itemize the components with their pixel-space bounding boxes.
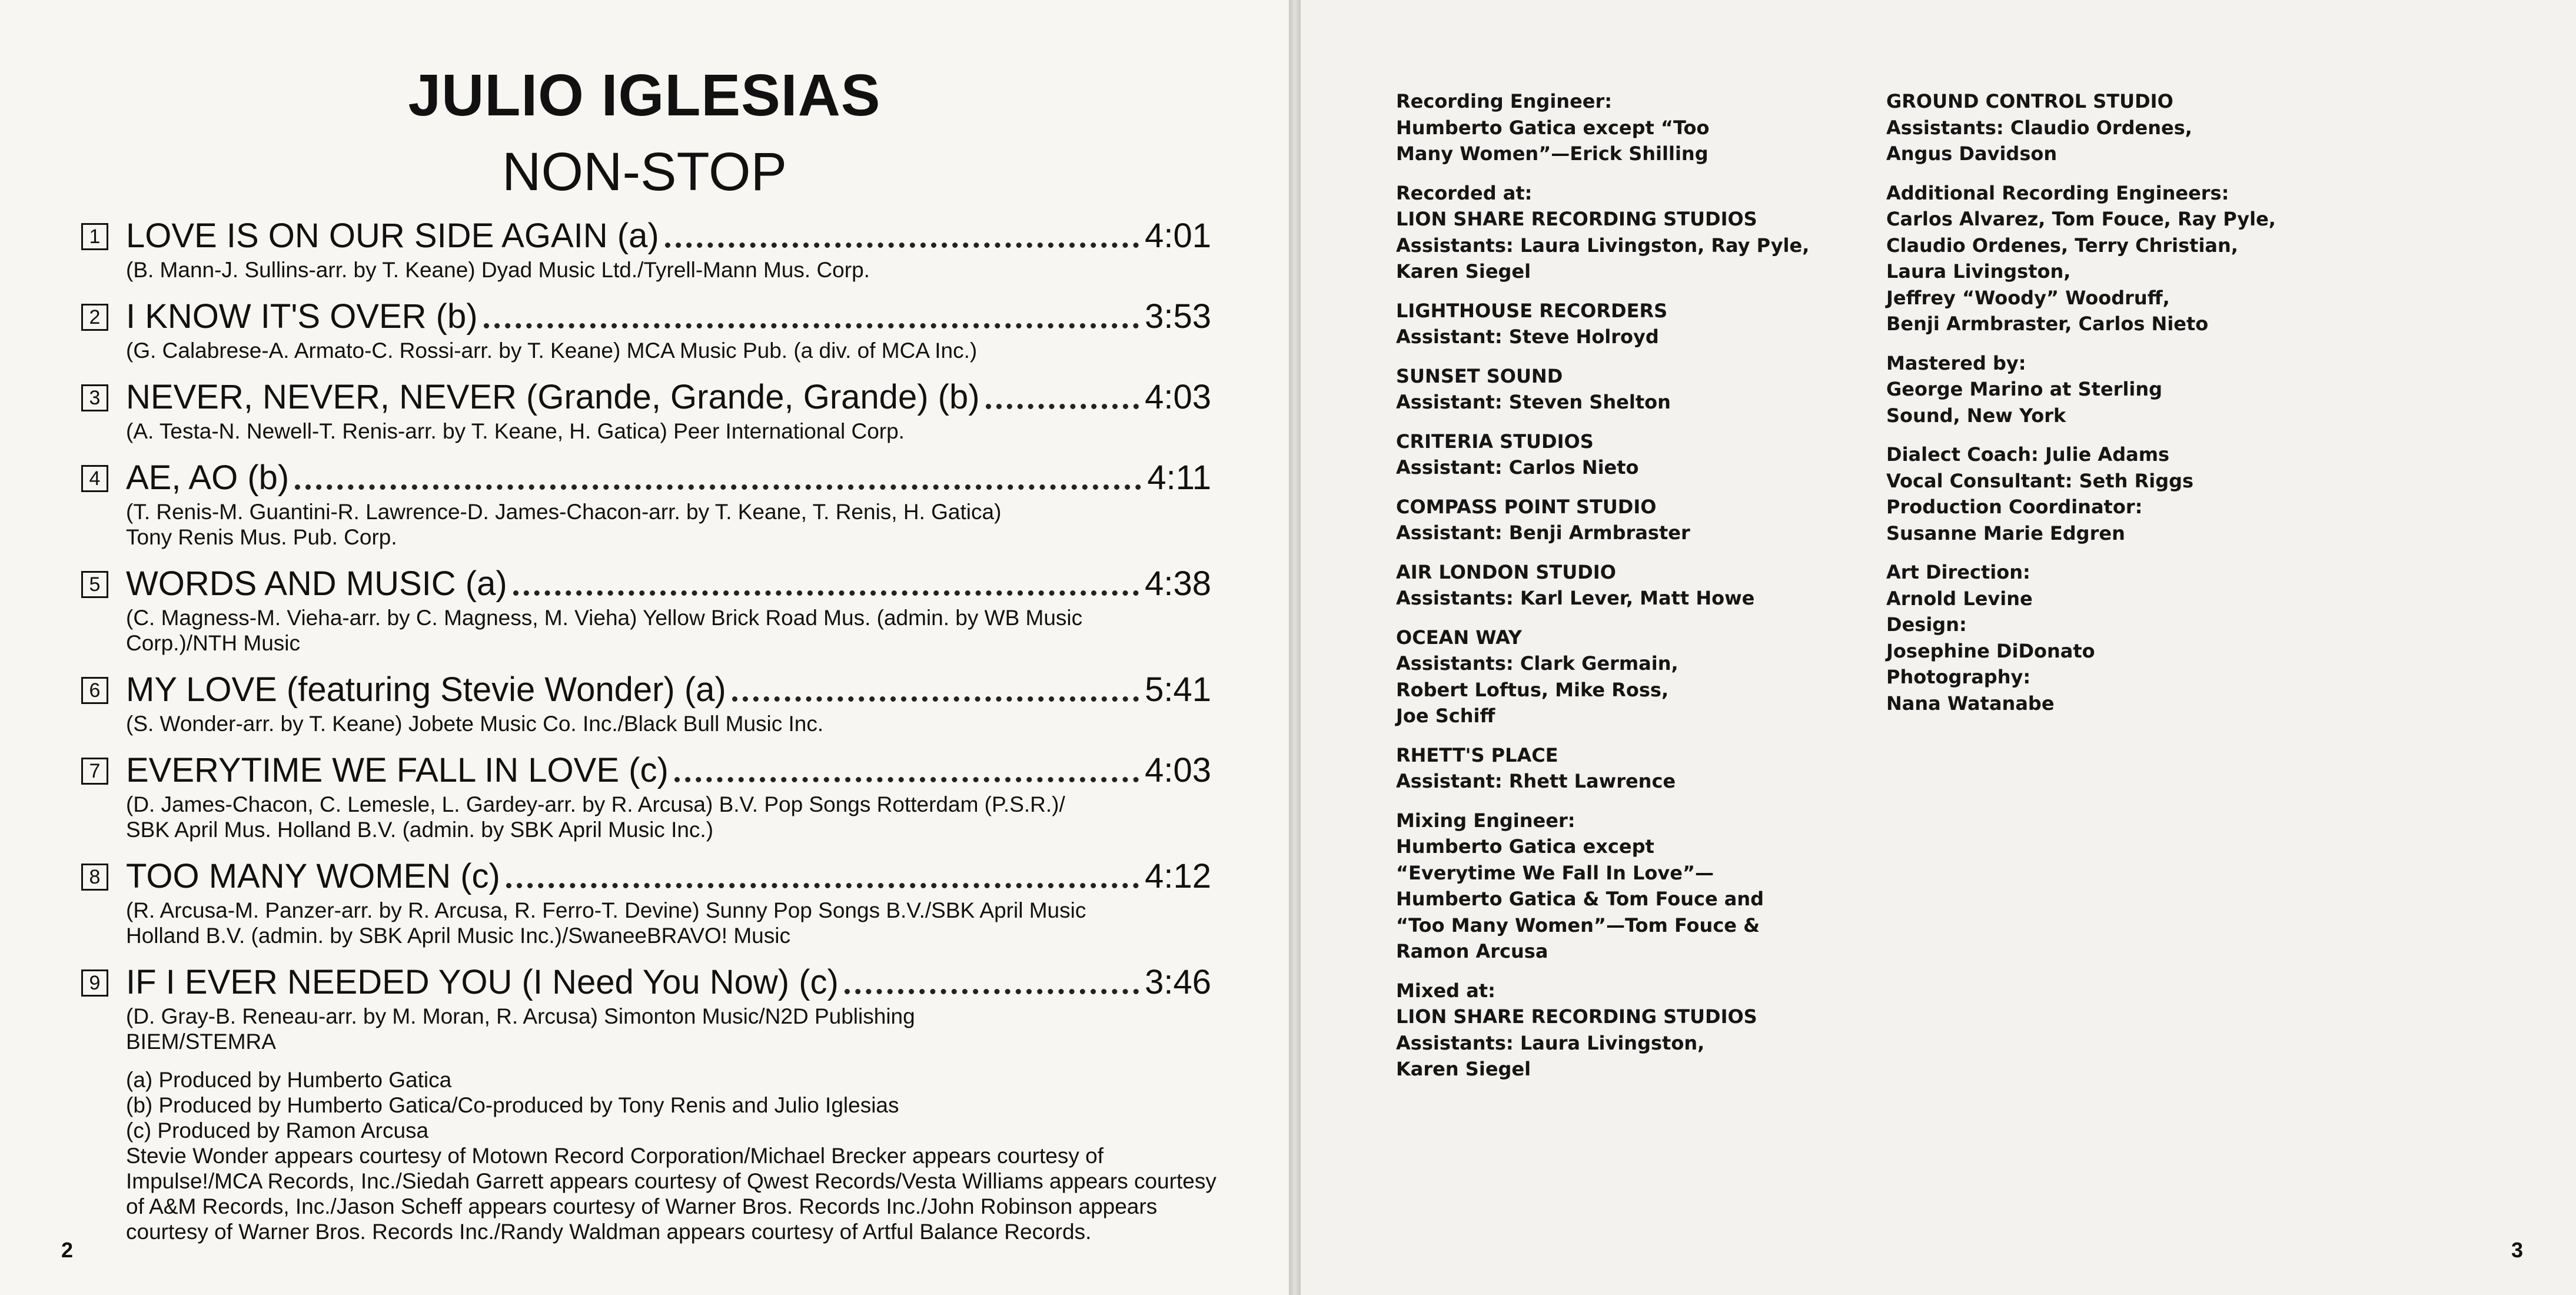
track-number-box: 9 bbox=[81, 969, 108, 997]
credit-line: Assistant: Carlos Nieto bbox=[1396, 456, 1639, 479]
tracklist bbox=[81, 215, 1216, 1244]
dot-leader bbox=[665, 243, 1139, 248]
credit-line: Recording Engineer: bbox=[1396, 90, 1613, 112]
track-title: MY LOVE (featuring Stevie Wonder) (a) bbox=[126, 670, 726, 709]
dot-leader bbox=[295, 484, 1141, 490]
track-duration: 3:53 bbox=[1145, 297, 1211, 336]
track-duration: 5:41 bbox=[1145, 670, 1211, 709]
credit-line: Claudio Ordenes, Terry Christian, bbox=[1886, 234, 2238, 257]
dot-leader bbox=[674, 777, 1139, 782]
credit-line: SUNSET SOUND bbox=[1396, 364, 1563, 387]
credit-block bbox=[1396, 298, 1820, 350]
right-page bbox=[1301, 0, 2576, 1295]
credit-block bbox=[1396, 978, 1820, 1083]
credit-block bbox=[1396, 180, 1820, 285]
credit-line: Assistants: Karl Lever, Matt Howe bbox=[1396, 587, 1755, 609]
credit-line: Assistant: Steven Shelton bbox=[1396, 391, 1671, 413]
track-credit: (T. Renis-M. Guantini-R. Lawrence-D. James-Chacon-arr. by T. Keane, T. Renis, H. Gatica) Tony Renis Mus. Pub. Corp. bbox=[126, 500, 1002, 549]
credit-line: Many Women”—Erick Shilling bbox=[1396, 142, 1709, 165]
credit-line: Design: bbox=[1886, 613, 1967, 636]
track-item bbox=[81, 961, 1211, 1054]
dot-leader bbox=[513, 590, 1139, 596]
book-spine bbox=[1289, 0, 1301, 1295]
track-duration: 3:46 bbox=[1145, 963, 1211, 1001]
track-duration: 4:03 bbox=[1145, 378, 1211, 416]
track-header bbox=[81, 855, 1211, 898]
credits-column-1 bbox=[1396, 88, 1820, 1095]
track-item bbox=[81, 215, 1211, 283]
track-item bbox=[81, 457, 1211, 550]
track-title: AE, AO (b) bbox=[126, 459, 290, 497]
track-item bbox=[81, 376, 1211, 444]
credit-line: George Marino at Sterling bbox=[1886, 378, 2163, 400]
track-item bbox=[81, 669, 1211, 736]
credit-line: Arnold Levine bbox=[1886, 587, 2033, 610]
track-header bbox=[81, 669, 1211, 711]
track-header bbox=[81, 215, 1211, 257]
credit-block bbox=[1886, 88, 2310, 167]
credit-block bbox=[1396, 742, 1820, 795]
credit-line: Josephine DiDonato bbox=[1886, 639, 2095, 662]
credit-line: Dialect Coach: Julie Adams bbox=[1886, 443, 2170, 466]
credit-line: Assistant: Benji Armbraster bbox=[1396, 522, 1690, 544]
credit-line: Humberto Gatica & Tom Fouce and bbox=[1396, 888, 1764, 910]
credit-line: Benji Armbraster, Carlos Nieto bbox=[1886, 313, 2209, 335]
page-number-right: 3 bbox=[2511, 1238, 2523, 1262]
credit-block bbox=[1396, 559, 1820, 612]
track-item bbox=[81, 855, 1211, 948]
track-number-box: 6 bbox=[81, 677, 108, 704]
credit-block bbox=[1886, 441, 2310, 546]
track-number-box: 1 bbox=[81, 223, 108, 250]
credit-line: CRITERIA STUDIOS bbox=[1396, 430, 1594, 453]
track-duration: 4:01 bbox=[1145, 217, 1211, 255]
track-credit: (S. Wonder-arr. by T. Keane) Jobete Music Co. Inc./Black Bull Music Inc. bbox=[126, 712, 824, 736]
credit-line: Production Coordinator: bbox=[1886, 496, 2143, 518]
track-duration: 4:11 bbox=[1147, 459, 1211, 497]
track-header bbox=[81, 563, 1211, 605]
track-credit: (C. Magness-M. Vieha-arr. by C. Magness, M. Vieha) Yellow Brick Road Mus. (admin. by WB Music Corp.)/NTH Music bbox=[126, 606, 1083, 655]
credit-line: Jeffrey “Woody” Woodruff, bbox=[1886, 286, 2170, 309]
dot-leader bbox=[484, 323, 1139, 328]
credit-line: Angus Davidson bbox=[1886, 142, 2058, 165]
track-title: NEVER, NEVER, NEVER (Grande, Grande, Grande) (b) bbox=[126, 378, 980, 416]
credit-line: Mastered by: bbox=[1886, 351, 2026, 374]
credit-line: Assistants: Laura Livingston, Ray Pyle, bbox=[1396, 234, 1810, 257]
track-header bbox=[81, 457, 1211, 499]
credit-line: Recorded at: bbox=[1396, 181, 1533, 204]
credit-line: “Too Many Women”—Tom Fouce & bbox=[1396, 914, 1760, 937]
credit-line: Robert Loftus, Mike Ross, bbox=[1396, 678, 1669, 701]
credit-line: Humberto Gatica except “Too bbox=[1396, 116, 1710, 139]
credit-block bbox=[1396, 363, 1820, 416]
credit-line: Laura Livingston, bbox=[1886, 260, 2071, 283]
track-credit: (D. Gray-B. Reneau-arr. by M. Moran, R. Arcusa) Simonton Music/N2D Publishing BIEM/STEMRA bbox=[126, 1004, 915, 1054]
track-number-box: 7 bbox=[81, 758, 108, 785]
note-line: Stevie Wonder appears courtesy of Motown Record Corporation/Michael Brecker appears courtesy of Impulse!/MCA Records, Inc./Siedah Garrett appears courtesy of Qwest Records/Vesta Williams appears courtesy of A&M Records, Inc./Jason Scheff appears courtesy of Warner Bros. Records Inc./John Robinson appears courtesy of Warner Bros. Records Inc./Randy Waldman appears courtesy of Artful Balance Records. bbox=[126, 1144, 1216, 1244]
credit-line: Susanne Marie Edgren bbox=[1886, 522, 2125, 544]
credit-line: Assistants: Claudio Ordenes, bbox=[1886, 116, 2192, 139]
track-item bbox=[81, 295, 1211, 363]
credit-line: Photography: bbox=[1886, 666, 2031, 688]
credit-line: Carlos Alvarez, Tom Fouce, Ray Pyle, bbox=[1886, 208, 2276, 230]
credit-line: LION SHARE RECORDING STUDIOS bbox=[1396, 1005, 1757, 1028]
dot-leader bbox=[845, 989, 1139, 994]
credit-line: Sound, New York bbox=[1886, 404, 2066, 427]
credit-line: Nana Watanabe bbox=[1886, 692, 2055, 715]
track-duration: 4:12 bbox=[1145, 857, 1211, 895]
page-number-left: 2 bbox=[61, 1238, 74, 1262]
credits-column-2 bbox=[1886, 88, 2310, 729]
track-number-box: 3 bbox=[81, 384, 108, 411]
credit-line: GROUND CONTROL STUDIO bbox=[1886, 90, 2173, 112]
track-number-box: 8 bbox=[81, 864, 108, 891]
credit-line: OCEAN WAY bbox=[1396, 626, 1522, 649]
track-duration: 4:38 bbox=[1145, 565, 1211, 603]
track-title: I KNOW IT'S OVER (b) bbox=[126, 297, 478, 336]
credit-line: RHETT'S PLACE bbox=[1396, 743, 1558, 766]
track-header bbox=[81, 749, 1211, 792]
credit-line: Mixing Engineer: bbox=[1396, 809, 1575, 832]
track-header bbox=[81, 961, 1211, 1004]
credit-line: Vocal Consultant: Seth Riggs bbox=[1886, 469, 2194, 492]
track-credit: (B. Mann-J. Sullins-arr. by T. Keane) Dyad Music Ltd./Tyrell-Mann Mus. Corp. bbox=[126, 258, 870, 282]
credit-block bbox=[1396, 808, 1820, 965]
credit-line: COMPASS POINT STUDIO bbox=[1396, 495, 1657, 518]
track-header bbox=[81, 376, 1211, 419]
credit-block bbox=[1396, 625, 1820, 729]
dot-leader bbox=[986, 404, 1139, 409]
track-title: WORDS AND MUSIC (a) bbox=[126, 565, 507, 603]
credit-block bbox=[1886, 559, 2310, 716]
credit-line: Assistant: Rhett Lawrence bbox=[1396, 770, 1676, 792]
credit-line: AIR LONDON STUDIO bbox=[1396, 560, 1616, 583]
credit-line: Assistants: Clark Germain, bbox=[1396, 652, 1678, 675]
credit-line: “Everytime We Fall In Love”— bbox=[1396, 861, 1714, 884]
credit-line: Mixed at: bbox=[1396, 979, 1495, 1002]
credit-block bbox=[1396, 88, 1820, 167]
artist-title: JULIO IGLESIAS bbox=[408, 62, 881, 128]
credit-line: Joe Schiff bbox=[1396, 705, 1495, 727]
track-header bbox=[81, 295, 1211, 338]
track-credit: (D. James-Chacon, C. Lemesle, L. Gardey-arr. by R. Arcusa) B.V. Pop Songs Rotterdam (P.S.R.)/ SBK April Mus. Holland B.V. (admin. by SBK April Music Inc.) bbox=[126, 792, 1065, 842]
track-number-box: 4 bbox=[81, 465, 108, 492]
credit-line: Additional Recording Engineers: bbox=[1886, 181, 2229, 204]
credit-line: Ramon Arcusa bbox=[1396, 940, 1548, 962]
note-line: (c) Produced by Ramon Arcusa bbox=[126, 1118, 429, 1143]
track-number-box: 2 bbox=[81, 304, 108, 331]
track-title: LOVE IS ON OUR SIDE AGAIN (a) bbox=[126, 217, 659, 255]
credit-line: Humberto Gatica except bbox=[1396, 835, 1654, 858]
album-title: NON-STOP bbox=[502, 142, 787, 202]
production-notes bbox=[126, 1067, 1226, 1244]
note-line: (a) Produced by Humberto Gatica bbox=[126, 1068, 452, 1092]
credit-block bbox=[1886, 180, 2310, 337]
dot-leader bbox=[506, 883, 1139, 888]
track-credit: (G. Calabrese-A. Armato-C. Rossi-arr. by T. Keane) MCA Music Pub. (a div. of MCA Inc.) bbox=[126, 338, 978, 363]
track-duration: 4:03 bbox=[1145, 751, 1211, 789]
track-item bbox=[81, 563, 1211, 656]
credit-line: Karen Siegel bbox=[1396, 1058, 1531, 1080]
credit-block bbox=[1396, 494, 1820, 546]
credit-block bbox=[1396, 429, 1820, 481]
track-title: EVERYTIME WE FALL IN LOVE (c) bbox=[126, 751, 669, 789]
credit-line: LION SHARE RECORDING STUDIOS bbox=[1396, 208, 1757, 230]
track-item bbox=[81, 749, 1211, 842]
credit-line: Assistant: Steve Holroyd bbox=[1396, 326, 1659, 348]
track-title: IF I EVER NEEDED YOU (I Need You Now) (c) bbox=[126, 963, 839, 1001]
credit-line: Karen Siegel bbox=[1396, 260, 1531, 283]
track-credit: (R. Arcusa-M. Panzer-arr. by R. Arcusa, R. Ferro-T. Devine) Sunny Pop Songs B.V./SBK April Music Holland B.V. (admin. by SBK April Music Inc.)/SwaneeBRAVO! Music bbox=[126, 898, 1086, 948]
credit-block bbox=[1886, 350, 2310, 429]
note-line: (b) Produced by Humberto Gatica/Co-produced by Tony Renis and Julio Iglesias bbox=[126, 1093, 899, 1117]
credit-line: Assistants: Laura Livingston, bbox=[1396, 1031, 1705, 1054]
dot-leader bbox=[732, 696, 1139, 702]
credit-line: Art Direction: bbox=[1886, 561, 2030, 583]
track-title: TOO MANY WOMEN (c) bbox=[126, 857, 500, 895]
track-number-box: 5 bbox=[81, 571, 108, 598]
track-credit: (A. Testa-N. Newell-T. Renis-arr. by T. Keane, H. Gatica) Peer International Corp. bbox=[126, 419, 905, 443]
credit-line: LIGHTHOUSE RECORDERS bbox=[1396, 299, 1668, 322]
